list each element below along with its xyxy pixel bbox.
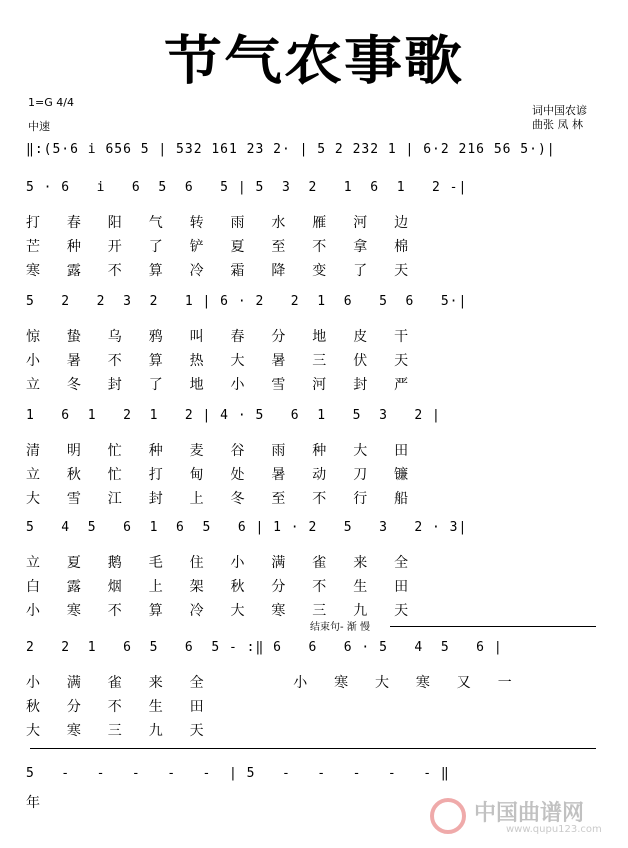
- ending-line: [390, 626, 596, 627]
- composer-credit: 曲张 凤 林: [532, 118, 583, 131]
- system-2-lyric-1: 惊 蛰 乌 鸦 叫 春 分 地 皮 干: [26, 329, 415, 345]
- system-3-lyric-2: 立 秋 忙 打 甸 处 暑 动 刀 镰: [26, 467, 415, 483]
- system-2-lyric-2: 小 暑 不 算 热 大 暑 三 伏 天: [26, 353, 415, 369]
- system-3-notes: 1 6 1 2 1 2 | 4 · 5 6 1 5 3 2 |: [26, 408, 441, 423]
- system-2-lyric-3: 立 冬 封 了 地 小 雪 河 封 严: [26, 377, 415, 393]
- system-6-lyric-1: 年: [26, 795, 46, 811]
- ending-marking: 结束句- 渐 慢: [310, 622, 370, 633]
- system-1-lyric-3: 寒 露 不 算 冷 霜 降 变 了 天: [26, 263, 415, 279]
- tempo-marking: 中速: [28, 120, 50, 133]
- system-4-lyric-2: 白 露 烟 上 架 秋 分 不 生 田: [26, 579, 415, 595]
- watermark-text: 中国曲谱网: [474, 800, 585, 826]
- song-title: 节气农事歌: [163, 29, 464, 92]
- credits: [532, 104, 612, 132]
- system-4-lyric-1: 立 夏 鹅 毛 住 小 满 雀 来 全: [26, 555, 415, 571]
- system-1-lyric-1: 打 春 阳 气 转 雨 水 雁 河 边: [26, 215, 415, 231]
- system-1-lyric-2: 芒 种 开 了 铲 夏 至 不 拿 棉: [26, 239, 415, 255]
- system-4-notes: 5 4 5 6 1 6 5 6 | 1 · 2 5 3 2 · 3|: [26, 520, 468, 535]
- watermark-logo-icon: [430, 798, 466, 834]
- system-1-notes: 5 · 6 i 6 5 6 5 | 5 3 2 1 6 1 2 -|: [26, 180, 468, 195]
- intro-notes: ‖:(5·6 i 656 5 | 532 161 23 2· | 5 2 232 1 | 6·2 216 56 5·)|: [26, 142, 556, 157]
- system-3-lyric-3: 大 雪 江 封 上 冬 至 不 行 船: [26, 491, 415, 507]
- key-signature: 1=G 4/4: [28, 96, 74, 109]
- lyricist-credit: 词中国农谚: [532, 104, 587, 117]
- system-3-lyric-1: 清 明 忙 种 麦 谷 雨 种 大 田: [26, 443, 415, 459]
- system-5-notes: 2 2 1 6 5 6 5 - :‖ 6 6 6 · 5 4 5 6 |: [26, 640, 503, 655]
- system-6-notes: 5 - - - - - | 5 - - - - - ‖: [26, 766, 450, 781]
- system-5-lyric-2: 秋 分 不 生 田: [26, 699, 210, 715]
- watermark-url: www.qupu123.com: [506, 824, 602, 835]
- system-4-lyric-3: 小 寒 不 算 冷 大 寒 三 九 天: [26, 603, 415, 619]
- tie-line: [30, 748, 596, 749]
- system-5-lyric-3: 大 寒 三 九 天: [26, 723, 210, 739]
- watermark: [430, 796, 620, 836]
- system-5-lyric-1: 小 满 雀 来 全 小 寒 大 寒 又 一: [26, 675, 518, 691]
- system-2-notes: 5 2 2 3 2 1 | 6 · 2 2 1 6 5 6 5·|: [26, 294, 468, 309]
